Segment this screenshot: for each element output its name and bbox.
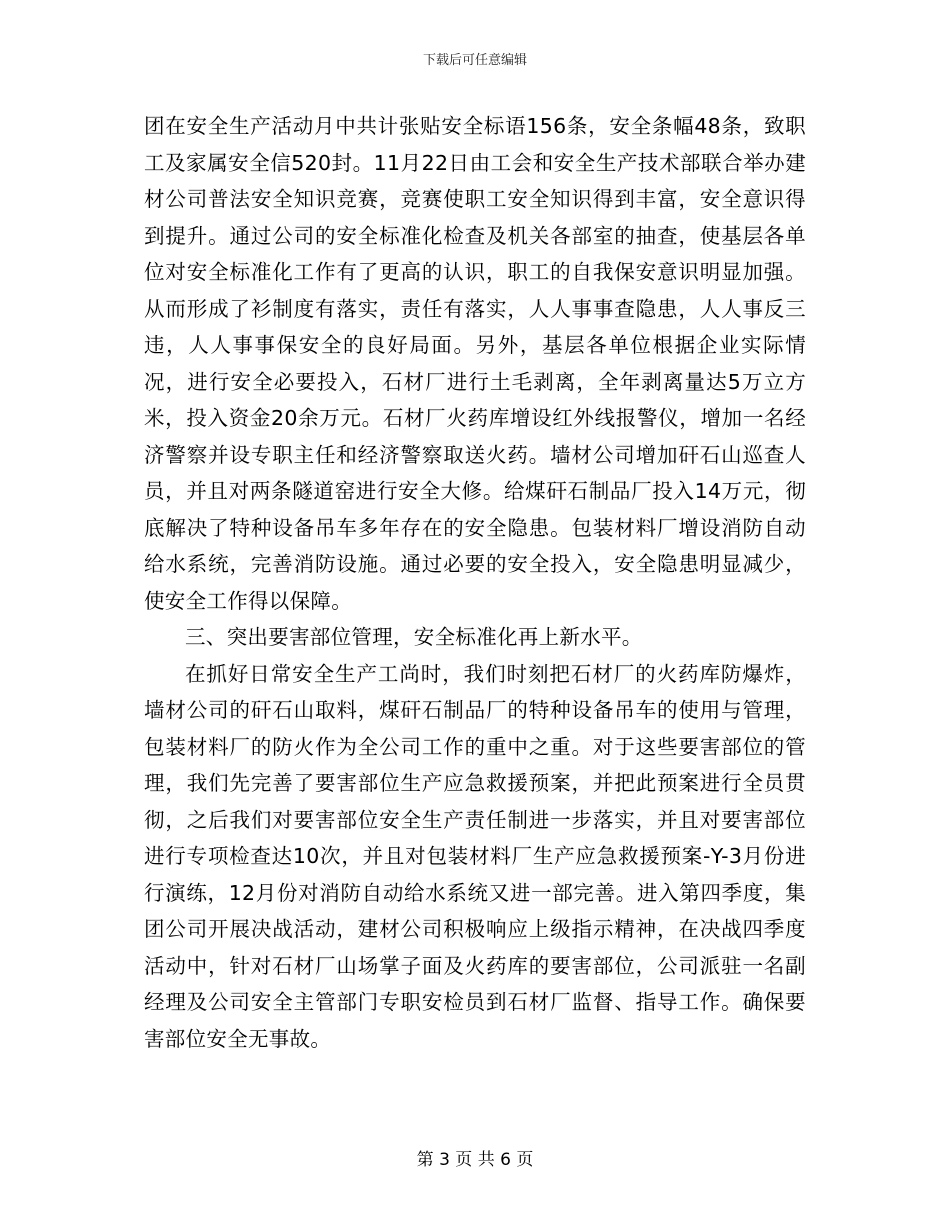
body-paragraph: 在抓好日常安全生产工尚时，我们时刻把石材厂的火药库防爆炸，墙材公司的矸石山取料，煤矸石制品厂的特种设备吊车的使用与管理，包装材料厂的防火作为全公司工作的重中之重。对于这些要害部位的管理，我们先完善了要害部位生产应急救援预案，并把此预案进行全员贯彻，之后我们对要害部位安全生产责任制进一步落实，并且对要害部位进行专项检查达10次，并且对包装材料厂生产应急救援预案-Y-3月份进行演练，12月份对消防自动给水系统又进一部完善。进入第四季度，集团公司开展决战活动，建材公司积极响应上级指示精神，在决战四季度活动中，针对石材厂山场掌子面及火药库的要害部位，公司派驻一名副经理及公司安全主管部门专职安检员到石材厂监督、指导工作。确保要害部位安全无事故。 [144, 661, 806, 1051]
page-number-footer: 第 3 页 共 6 页 [416, 1150, 534, 1170]
page-header: 下载后可任意编辑 [422, 53, 527, 68]
body-paragraph-continued: 团在安全生产活动月中共计张贴安全标语156条，安全条幅48条，致职工及家属安全信520封。11月22日由工会和安全生产技术部联合举办建材公司普法安全知识竞赛，竞赛使职工安全知识得到丰富，安全意识得到提升。通过公司的安全标准化检查及机关各部室的抽查，使基层各单位对安全标准化工作有了更高的认识，职工的自我保安意识明显加强。从而形成了衫制度有落实，责任有落实，人人事事查隐患，人人事反三违，人人事事保安全的良好局面。另外，基层各单位根据企业实际情况，进行安全必要投入，石材厂进行土毛剥离，全年剥离量达5万立方米，投入资金20余万元。石材厂火药库增设红外线报警仪，增加一名经济警察并设专职主任和经济警察取送火药。墙材公司增加矸石山巡查人员，并且对两条隧道窑进行安全大修。给煤矸石制品厂投入14万元，彻底解决了特种设备吊车多年存在的安全隐患。包装材料厂增设消防自动给水系统，完善消防设施。通过必要的安全投入，安全隐患明显减少，使安全工作得以保障。 [144, 114, 806, 613]
document-body [144, 108, 806, 1057]
section-heading-three: 三、突出要害部位管理，安全标准化再上新水平。 [185, 625, 643, 649]
